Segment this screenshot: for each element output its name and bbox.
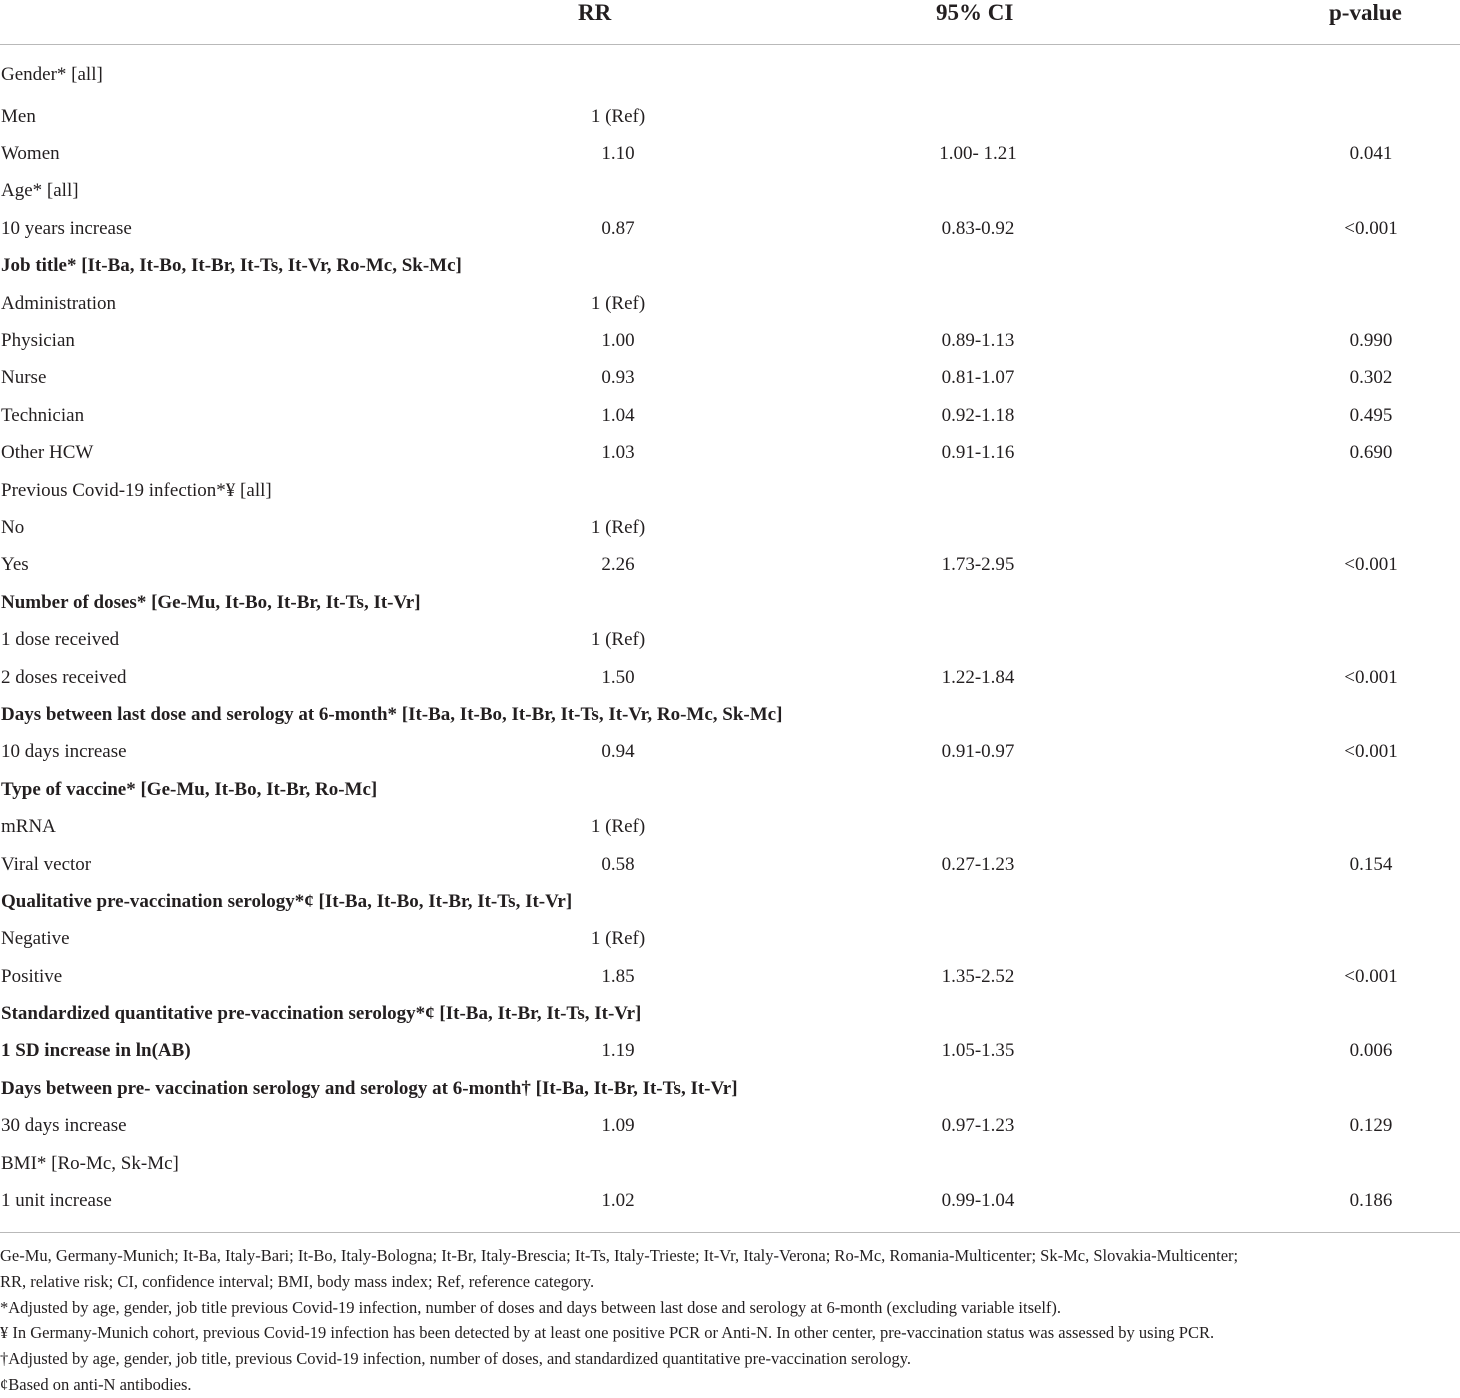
table-row xyxy=(0,771,1460,808)
table-row xyxy=(0,1108,1460,1145)
cell-rr: 1 (Ref) xyxy=(590,105,646,127)
cell-ci: 0.81-1.07 xyxy=(941,367,1015,389)
cell-ci: 1.73-2.95 xyxy=(941,554,1015,576)
cell-rr: 2.26 xyxy=(601,554,635,576)
cell-rr: 0.93 xyxy=(601,367,635,389)
row-label: mRNA xyxy=(1,816,56,838)
cell-rr: 1.09 xyxy=(601,1115,635,1137)
table-row xyxy=(0,435,1460,472)
table-row xyxy=(0,659,1460,696)
table-row xyxy=(0,1182,1460,1219)
cell-rr: 1.50 xyxy=(601,666,635,688)
row-label: Negative xyxy=(1,928,70,950)
cell-rr: 1.02 xyxy=(601,1190,635,1212)
cell-p-value: 0.302 xyxy=(1349,367,1393,389)
row-category-label: Number of doses* [Ge-Mu, It-Bo, It-Br, It-Ts, It-Vr] xyxy=(1,591,421,613)
table-row xyxy=(0,547,1460,584)
cell-p-value: <0.001 xyxy=(1344,554,1398,576)
cell-p-value: 0.990 xyxy=(1349,330,1393,352)
cell-ci: 0.89-1.13 xyxy=(941,330,1015,352)
table-row xyxy=(0,173,1460,210)
row-label: No xyxy=(1,516,25,538)
row-label: Positive xyxy=(1,965,63,987)
row-category-label: Previous Covid-19 infection*¥ [all] xyxy=(1,479,272,501)
footnote-line: *Adjusted by age, gender, job title previous Covid-19 infection, number of doses and days between last dose and serology at 6-month (excluding variable itself). xyxy=(0,1297,1062,1317)
cell-ci: 1.05-1.35 xyxy=(941,1040,1015,1062)
table-row xyxy=(0,285,1460,322)
cell-p-value: 0.495 xyxy=(1349,404,1393,426)
header-rr: RR xyxy=(578,0,612,25)
table-row xyxy=(0,509,1460,546)
row-category-label: Qualitative pre-vaccination serology*¢ [It-Ba, It-Bo, It-Br, It-Ts, It-Vr] xyxy=(1,890,573,912)
header-row xyxy=(0,0,1460,45)
row-category-label: Job title* [It-Ba, It-Bo, It-Br, It-Ts, It-Vr, Ro-Mc, Sk-Mc] xyxy=(1,255,462,277)
table-row xyxy=(0,584,1460,621)
cell-p-value: 0.041 xyxy=(1349,143,1393,165)
cell-p-value: 0.186 xyxy=(1349,1190,1393,1212)
row-label: Other HCW xyxy=(1,442,94,464)
cell-rr: 1 (Ref) xyxy=(590,516,646,538)
row-label: Technician xyxy=(1,404,85,426)
cell-rr: 1.85 xyxy=(601,965,635,987)
table-row xyxy=(0,1070,1460,1107)
cell-rr: 1 (Ref) xyxy=(590,629,646,651)
cell-p-value: <0.001 xyxy=(1344,965,1398,987)
cell-p-value: 0.129 xyxy=(1349,1115,1393,1137)
row-label: 10 years increase xyxy=(1,217,132,239)
table-row xyxy=(0,696,1460,733)
table-row xyxy=(0,397,1460,434)
table-row xyxy=(0,808,1460,845)
header-p-value: p-value xyxy=(1329,0,1402,25)
cell-ci: 1.22-1.84 xyxy=(941,666,1015,688)
footnote-divider xyxy=(0,1232,1460,1233)
table-row xyxy=(0,472,1460,509)
cell-rr: 1.00 xyxy=(601,330,635,352)
table-row xyxy=(0,210,1460,247)
cell-p-value: 0.006 xyxy=(1349,1040,1393,1062)
cell-ci: 0.97-1.23 xyxy=(941,1115,1015,1137)
footnote-line: Ge-Mu, Germany-Munich; It-Ba, Italy-Bari; It-Bo, Italy-Bologna; It-Br, Italy-Brescia; It-Ts, Italy-Trieste; It-Vr, Italy-Verona; Ro-Mc, Romania-Multicenter; Sk-Mc, Slovakia-Multicenter; xyxy=(0,1246,1239,1265)
table-row xyxy=(0,883,1460,920)
row-label: Administration xyxy=(1,292,117,314)
row-label: 2 doses received xyxy=(1,666,127,688)
cell-p-value: <0.001 xyxy=(1344,666,1398,688)
row-label: Women xyxy=(1,143,60,165)
table-row xyxy=(0,958,1460,995)
cell-p-value: <0.001 xyxy=(1344,217,1398,239)
cell-rr: 1 (Ref) xyxy=(590,928,646,950)
table-row xyxy=(0,322,1460,359)
footnote-line: ¥ In Germany-Munich cohort, previous Covid-19 infection has been detected by at least one positive PCR or Anti-N. In other center, pre-vaccination status was assessed by using PCR. xyxy=(0,1323,1215,1343)
footnote-line: RR, relative risk; CI, confidence interval; BMI, body mass index; Ref, reference category. xyxy=(0,1271,595,1291)
cell-ci: 0.91-1.16 xyxy=(941,442,1015,464)
table-footnotes xyxy=(0,1243,1460,1398)
cell-ci: 0.83-0.92 xyxy=(941,217,1015,239)
row-label: 10 days increase xyxy=(1,741,127,763)
cell-rr: 0.58 xyxy=(601,853,635,875)
cell-rr: 1 (Ref) xyxy=(590,816,646,838)
table-row xyxy=(0,995,1460,1032)
footnote-line: ¢Based on anti-N antibodies. xyxy=(0,1374,192,1394)
row-category-label: Type of vaccine* [Ge-Mu, It-Bo, It-Br, Ro-Mc] xyxy=(1,778,378,800)
table-header xyxy=(0,0,1460,45)
cell-ci: 0.92-1.18 xyxy=(941,404,1015,426)
row-label: Physician xyxy=(1,330,75,352)
cell-ci: 0.99-1.04 xyxy=(941,1190,1015,1212)
cell-ci: 1.00- 1.21 xyxy=(939,143,1017,165)
row-label: Nurse xyxy=(1,367,47,389)
table-row xyxy=(0,921,1460,958)
cell-rr: 0.87 xyxy=(601,217,635,239)
footnote-line: †Adjusted by age, gender, job title, previous Covid-19 infection, number of doses, and standardized quantitative pre-vaccination serology. xyxy=(0,1349,912,1369)
cell-rr: 0.94 xyxy=(601,741,635,763)
row-category-label: Standardized quantitative pre-vaccination serology*¢ [It-Ba, It-Br, It-Ts, It-Vr] xyxy=(1,1003,642,1025)
cell-rr: 1 (Ref) xyxy=(590,292,646,314)
cell-rr: 1.19 xyxy=(601,1040,635,1062)
header-label xyxy=(0,0,520,45)
header-ci: 95% CI xyxy=(936,0,1014,25)
table-body xyxy=(0,45,1460,1220)
cell-p-value: 0.690 xyxy=(1349,442,1393,464)
cell-ci: 1.35-2.52 xyxy=(941,965,1015,987)
row-label: 1 dose received xyxy=(1,629,120,651)
row-label: 1 unit increase xyxy=(1,1190,112,1212)
row-category-label: Gender* [all] xyxy=(1,63,103,85)
table-row xyxy=(0,1145,1460,1182)
table-row xyxy=(0,248,1460,285)
row-label: Viral vector xyxy=(1,853,92,875)
cell-p-value: 0.154 xyxy=(1349,853,1393,875)
row-category-label: Days between pre- vaccination serology and serology at 6-month† [It-Ba, It-Br, It-Ts, It-Vr] xyxy=(1,1077,738,1099)
table-row xyxy=(0,734,1460,771)
cell-ci: 0.91-0.97 xyxy=(941,741,1015,763)
table-row xyxy=(0,360,1460,397)
table-row xyxy=(0,1033,1460,1070)
table-row xyxy=(0,621,1460,658)
row-category-label: BMI* [Ro-Mc, Sk-Mc] xyxy=(1,1152,179,1174)
table-row xyxy=(0,846,1460,883)
row-label: 30 days increase xyxy=(1,1115,127,1137)
row-label: Men xyxy=(1,105,36,127)
cell-p-value: <0.001 xyxy=(1344,741,1398,763)
cell-rr: 1.10 xyxy=(601,143,635,165)
table-row xyxy=(0,45,1460,99)
row-category-label: Days between last dose and serology at 6-month* [It-Ba, It-Bo, It-Br, It-Ts, It-Vr, Ro-Mc, Sk-Mc] xyxy=(1,703,783,725)
table-row xyxy=(0,135,1460,172)
cell-rr: 1.04 xyxy=(601,404,635,426)
row-label: 1 SD increase in ln(AB) xyxy=(1,1040,191,1062)
row-category-label: Age* [all] xyxy=(1,180,79,202)
cell-ci: 0.27-1.23 xyxy=(941,853,1015,875)
table-row xyxy=(0,98,1460,135)
cell-rr: 1.03 xyxy=(601,442,635,464)
row-label: Yes xyxy=(1,554,29,576)
